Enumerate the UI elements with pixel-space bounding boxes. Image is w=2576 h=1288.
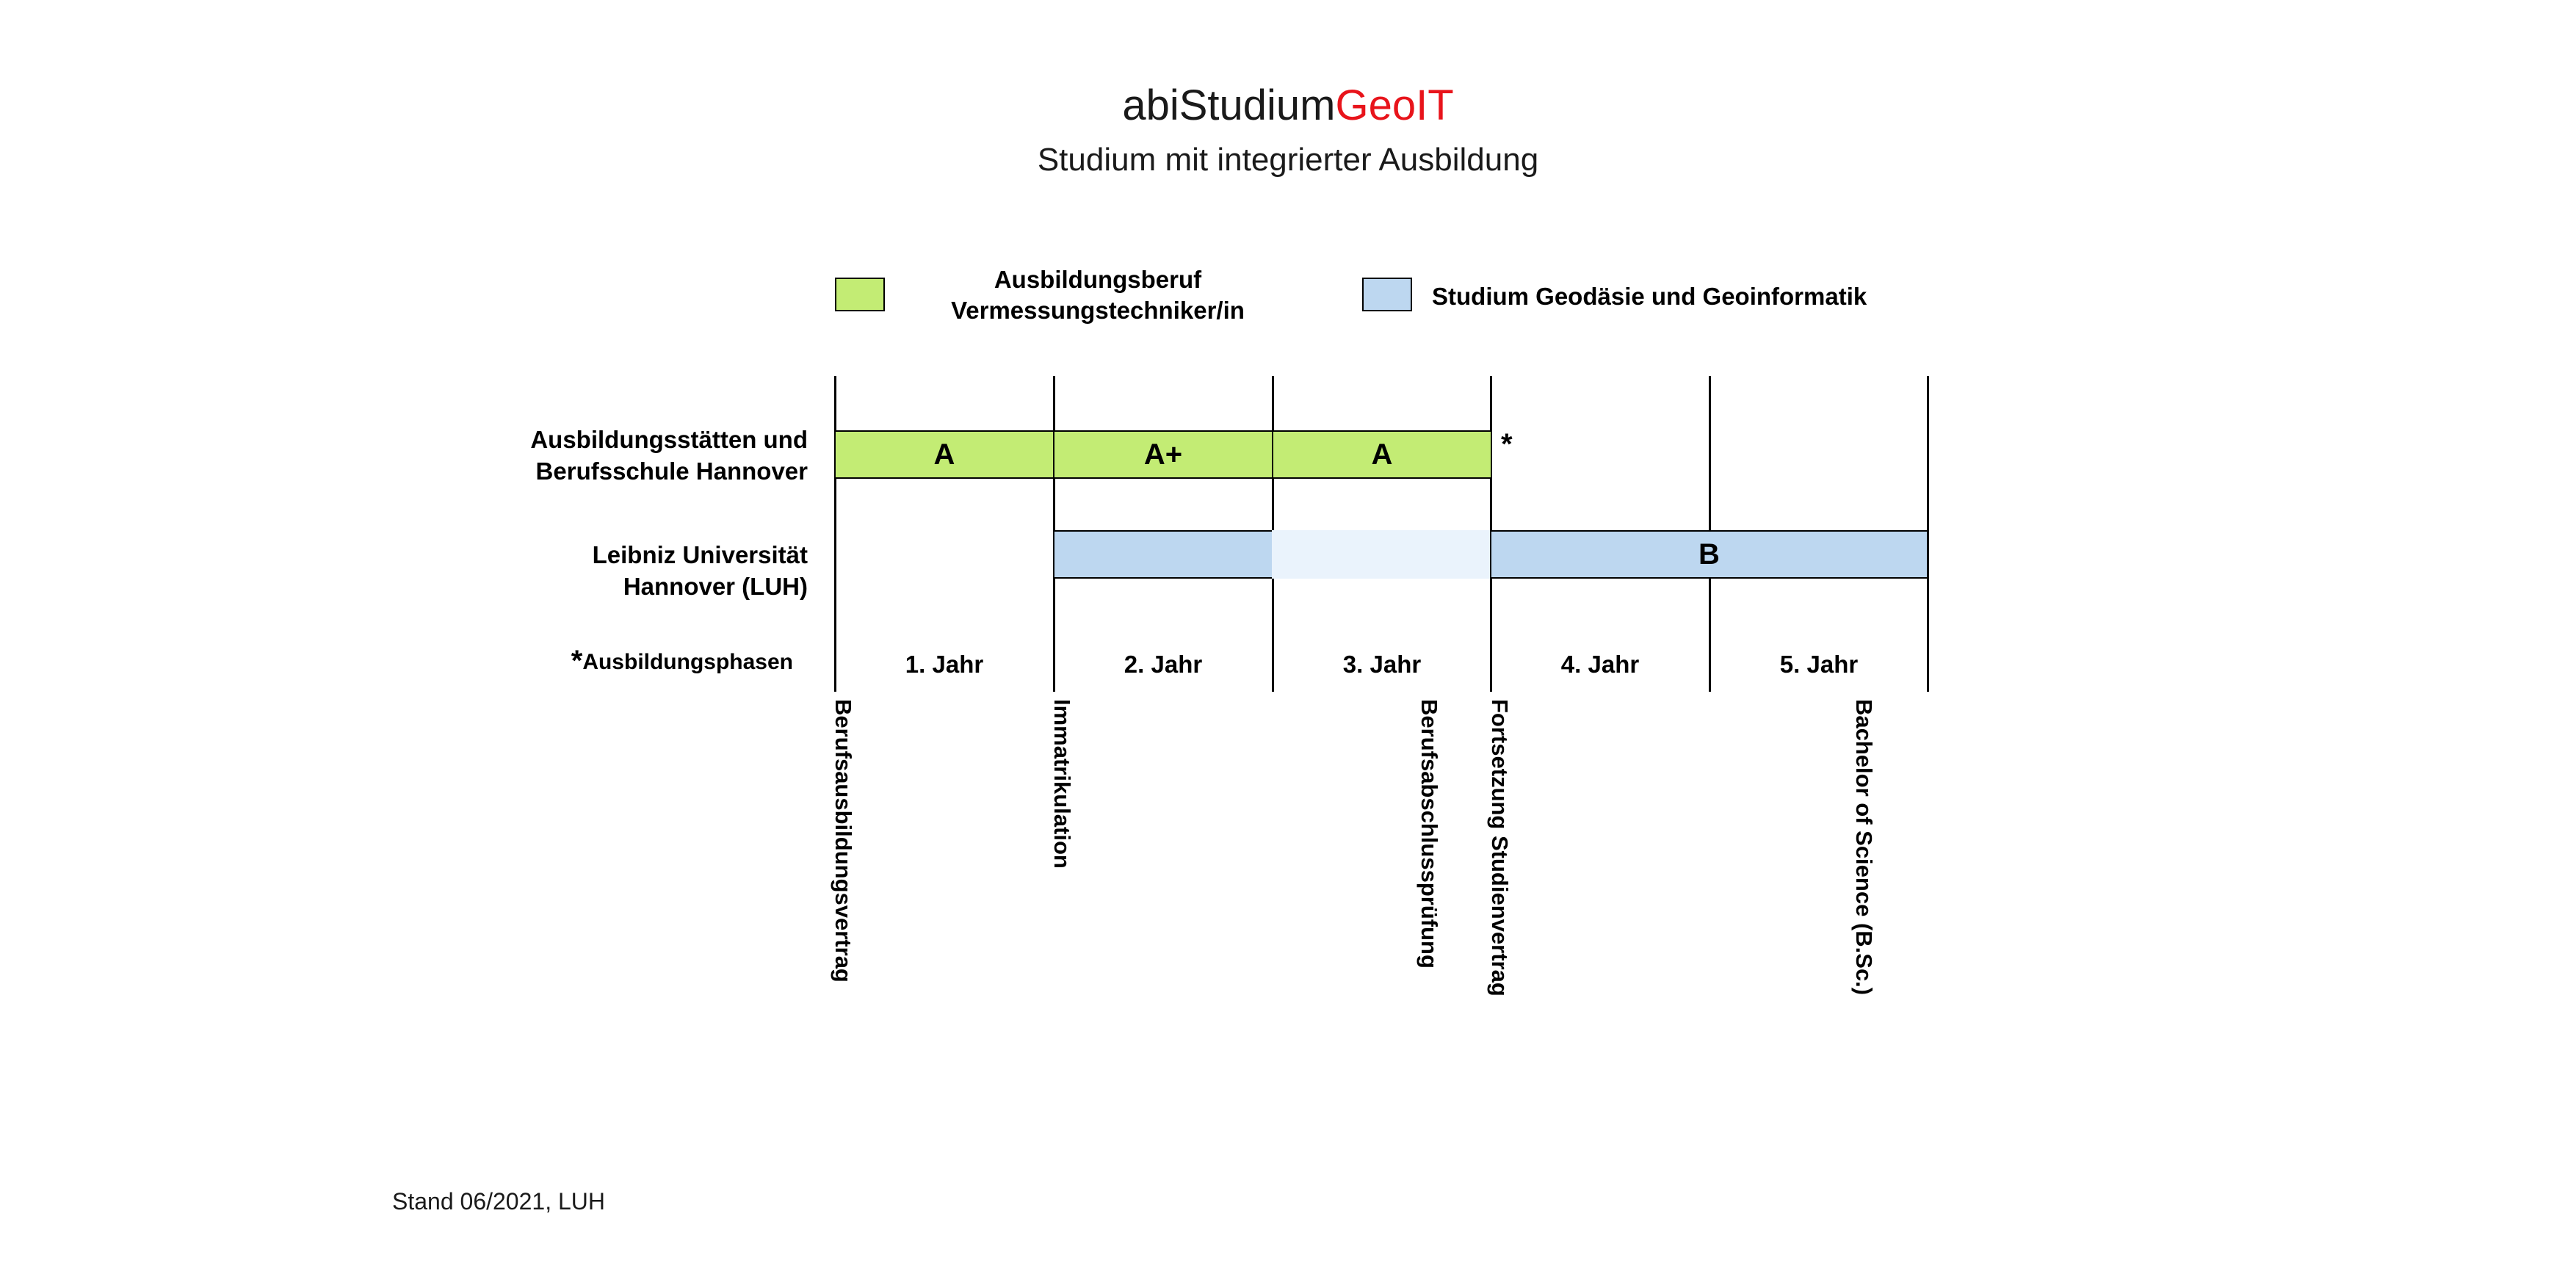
training-asterisk-marker: * [1501, 428, 1513, 460]
milestone-immatrikulation: Immatrikulation [1049, 699, 1075, 869]
milestone-berufsausbildungsvertrag: Berufsausbildungsvertrag [831, 699, 856, 983]
phases-star: * [571, 645, 583, 677]
row-label-university [352, 540, 808, 603]
year-label-4: 4. Jahr [1560, 651, 1640, 678]
row-label-university-line2: Hannover (LUH) [623, 572, 808, 600]
milestone-bachelor-of-science: Bachelor of Science (B.Sc.) [1851, 699, 1877, 996]
page-subtitle: Studium mit integrierter Ausbildung [1037, 142, 1539, 178]
bar-study-year3 [1272, 530, 1492, 579]
milestone-fortsetzung-studienvertrag: Fortsetzung Studienvertrag [1487, 699, 1513, 996]
bar-study-year2 [1053, 530, 1273, 579]
row-label-training-line2: Berufsschule Hannover [535, 457, 808, 485]
page-title-prefix: abiStudium [1122, 82, 1336, 129]
year-label-2: 2. Jahr [1124, 651, 1203, 678]
page-title-suffix: GeoIT [1335, 82, 1454, 129]
phases-label [455, 645, 793, 678]
year-label-3: 3. Jahr [1342, 651, 1422, 678]
gridline-year-0 [834, 376, 836, 692]
phases-label-text: Ausbildungsphasen [582, 650, 793, 674]
row-label-university-line1: Leibniz Universität [592, 541, 808, 568]
row-label-training [352, 424, 808, 488]
bar-training-year3: A [1272, 430, 1492, 479]
legend-label-training-line1: Ausbildungsberuf [994, 266, 1202, 293]
milestone-berufsabschlusspruefung: Berufsabschlussprüfung [1417, 699, 1442, 969]
year-label-5: 5. Jahr [1779, 651, 1859, 678]
legend-label-study: Studium Geodäsie und Geoinformatik [1432, 283, 1867, 310]
legend-label-training-line2: Vermessungstechniker/in [951, 297, 1245, 325]
row-label-training-line1: Ausbildungsstätten und [530, 426, 808, 453]
bar-training-year2: A+ [1053, 430, 1273, 479]
bar-training-year1: A [834, 430, 1054, 479]
year-label-1: 1. Jahr [905, 651, 984, 678]
footer-note: Stand 06/2021, LUH [392, 1188, 605, 1215]
bar-study-year4-5: B [1490, 530, 1928, 579]
